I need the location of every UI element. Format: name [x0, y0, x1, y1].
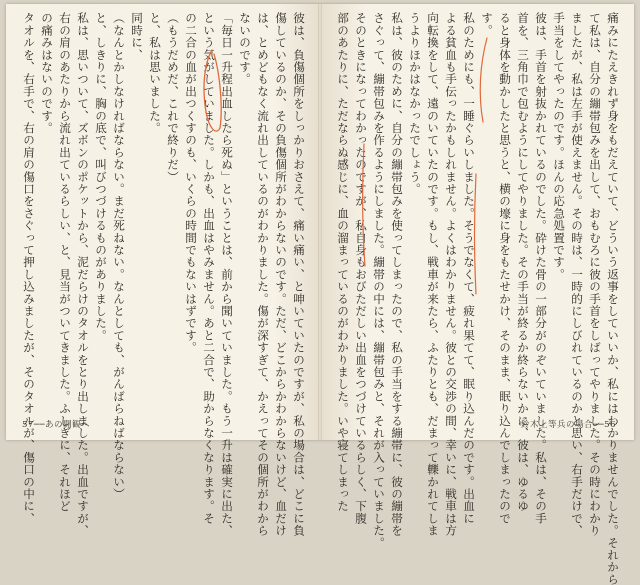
text-line: 「毎日一升程出血したら死ぬ」ということは、前から聞いていました。もう一升は確実に出た、 — [220, 12, 234, 537]
text-line: 彼は、手首を射抜かれているのでした。砕けた骨の一部分がのぞいていました。私は、その手 — [534, 12, 548, 525]
text-line: 同時に、 — [130, 12, 144, 61]
book-spread — [6, 4, 634, 585]
text-line: 彼は、負傷個所をしっかりおさえて、痛い痛い、と呻いていたのですが、私の場合は、どこに負 — [292, 12, 306, 537]
text-line: 痛みにたえきれず身をもだえていて、どういう返事をしていいか、私にはわかりませんでした。それから — [606, 12, 620, 585]
text-line: という気がしていました。しかも、出血はやみません。あと二合で、助からなくなります。そ — [202, 12, 216, 525]
text-line: 右の肩のあたりから流れ出ているらしい、と、見当がついてきました。ふしぎに、それほど — [58, 12, 72, 513]
text-line: ないのです。 — [238, 12, 252, 86]
text-line: タオルを、右手で、右の肩の傷口をさぐって押し込みましたが、そのタオルが、傷口の中に、 — [22, 12, 36, 525]
text-line: 部のあたりに、ただならぬ感じに、血の溜まっているのがわかりました。いや寝てしまった — [336, 12, 350, 513]
text-line: よる貧血も手伝ったかもしれません。よくはわかりません。彼との交渉の間、幸いに、戦車は方 — [444, 12, 458, 537]
text-line: 首を、三角巾で包むようにしてやりました。その手当が終るか終らないかに、彼は、ゆるゆ — [516, 12, 530, 513]
text-line: うよりほかはなかったでしょう。 — [408, 12, 422, 195]
text-line: （なんとかしなければならない。まだ死ねない。なんとしても、がんばらねばならない） — [112, 12, 126, 500]
text-line: て私は、自分の繃帯包みを出して、おもむろに彼の手首をしばってやりました。その時にわかり — [588, 12, 602, 537]
left-page — [6, 4, 320, 537]
book-gutter — [318, 4, 322, 440]
text-line: さぐって、繃帯包みを作るようにしました。繃帯の中には、繃帯包みと、それが入っていました。 — [372, 12, 386, 549]
text-line: と、しきりに、胸の底で、叫びつづけるものがありました。 — [94, 12, 108, 342]
text-line: の二合の血が出つくすのも、いくらの時間でもないはずです。 — [184, 12, 198, 354]
text-line: 私のためにも、一睡ぐらいしました。そうでなくて、疲れ果てて、眠り込んだのです。出血に — [462, 12, 476, 525]
text-line: ると身体を動かしたと思うと、横の壕に身をもたせかけ、そのまま、眠り込んでしまったので — [498, 12, 512, 525]
text-line: は、とめどもなく流れ出しているのがわかりました。傷が深すぎて、かえってその個所がわから — [256, 12, 270, 537]
text-line: ましたが、私は左手が使えません。その時は、一時的にしびれているのかと思い、右手だけで、 — [570, 12, 584, 537]
text-line: 私は、彼のために、自分の繃帯包みを使ってしまったので、私の手当をする繃帯に、彼の繃帯を — [390, 12, 404, 537]
text-line: 向転換をして、遠のいていたのです。もし、戦車が来たら、ふたりとも、だまって轢かれてしま — [426, 12, 440, 537]
page-footer-right: 鈴木上等兵の場合──56 — [520, 420, 616, 430]
text-line: と、私は思いました。 — [148, 12, 162, 134]
text-line: 傷しているのか、その負傷個所がわからないのです。ただ、どこからかわからないけど、血だけ — [274, 12, 288, 537]
text-line: 私は、思いついて、ズボンのポケットから、泥だらけのタオルをとり出しました。出血ですが、 — [76, 12, 90, 537]
page-footer-left: 57──あの闘観へ — [22, 420, 91, 430]
text-line: 手当をしてやったのです。ほんの応急処置です。 — [552, 12, 566, 281]
text-line: そのときになってわかったのですが、私自身もおびただしい出血をつづけているらしく、下腹 — [354, 12, 368, 525]
text-line: の痛みはないのです。 — [40, 12, 54, 134]
text-line: す。 — [480, 12, 494, 37]
right-page — [320, 4, 634, 585]
text-line: （もうだめだ、これで終りだ） — [166, 12, 180, 183]
